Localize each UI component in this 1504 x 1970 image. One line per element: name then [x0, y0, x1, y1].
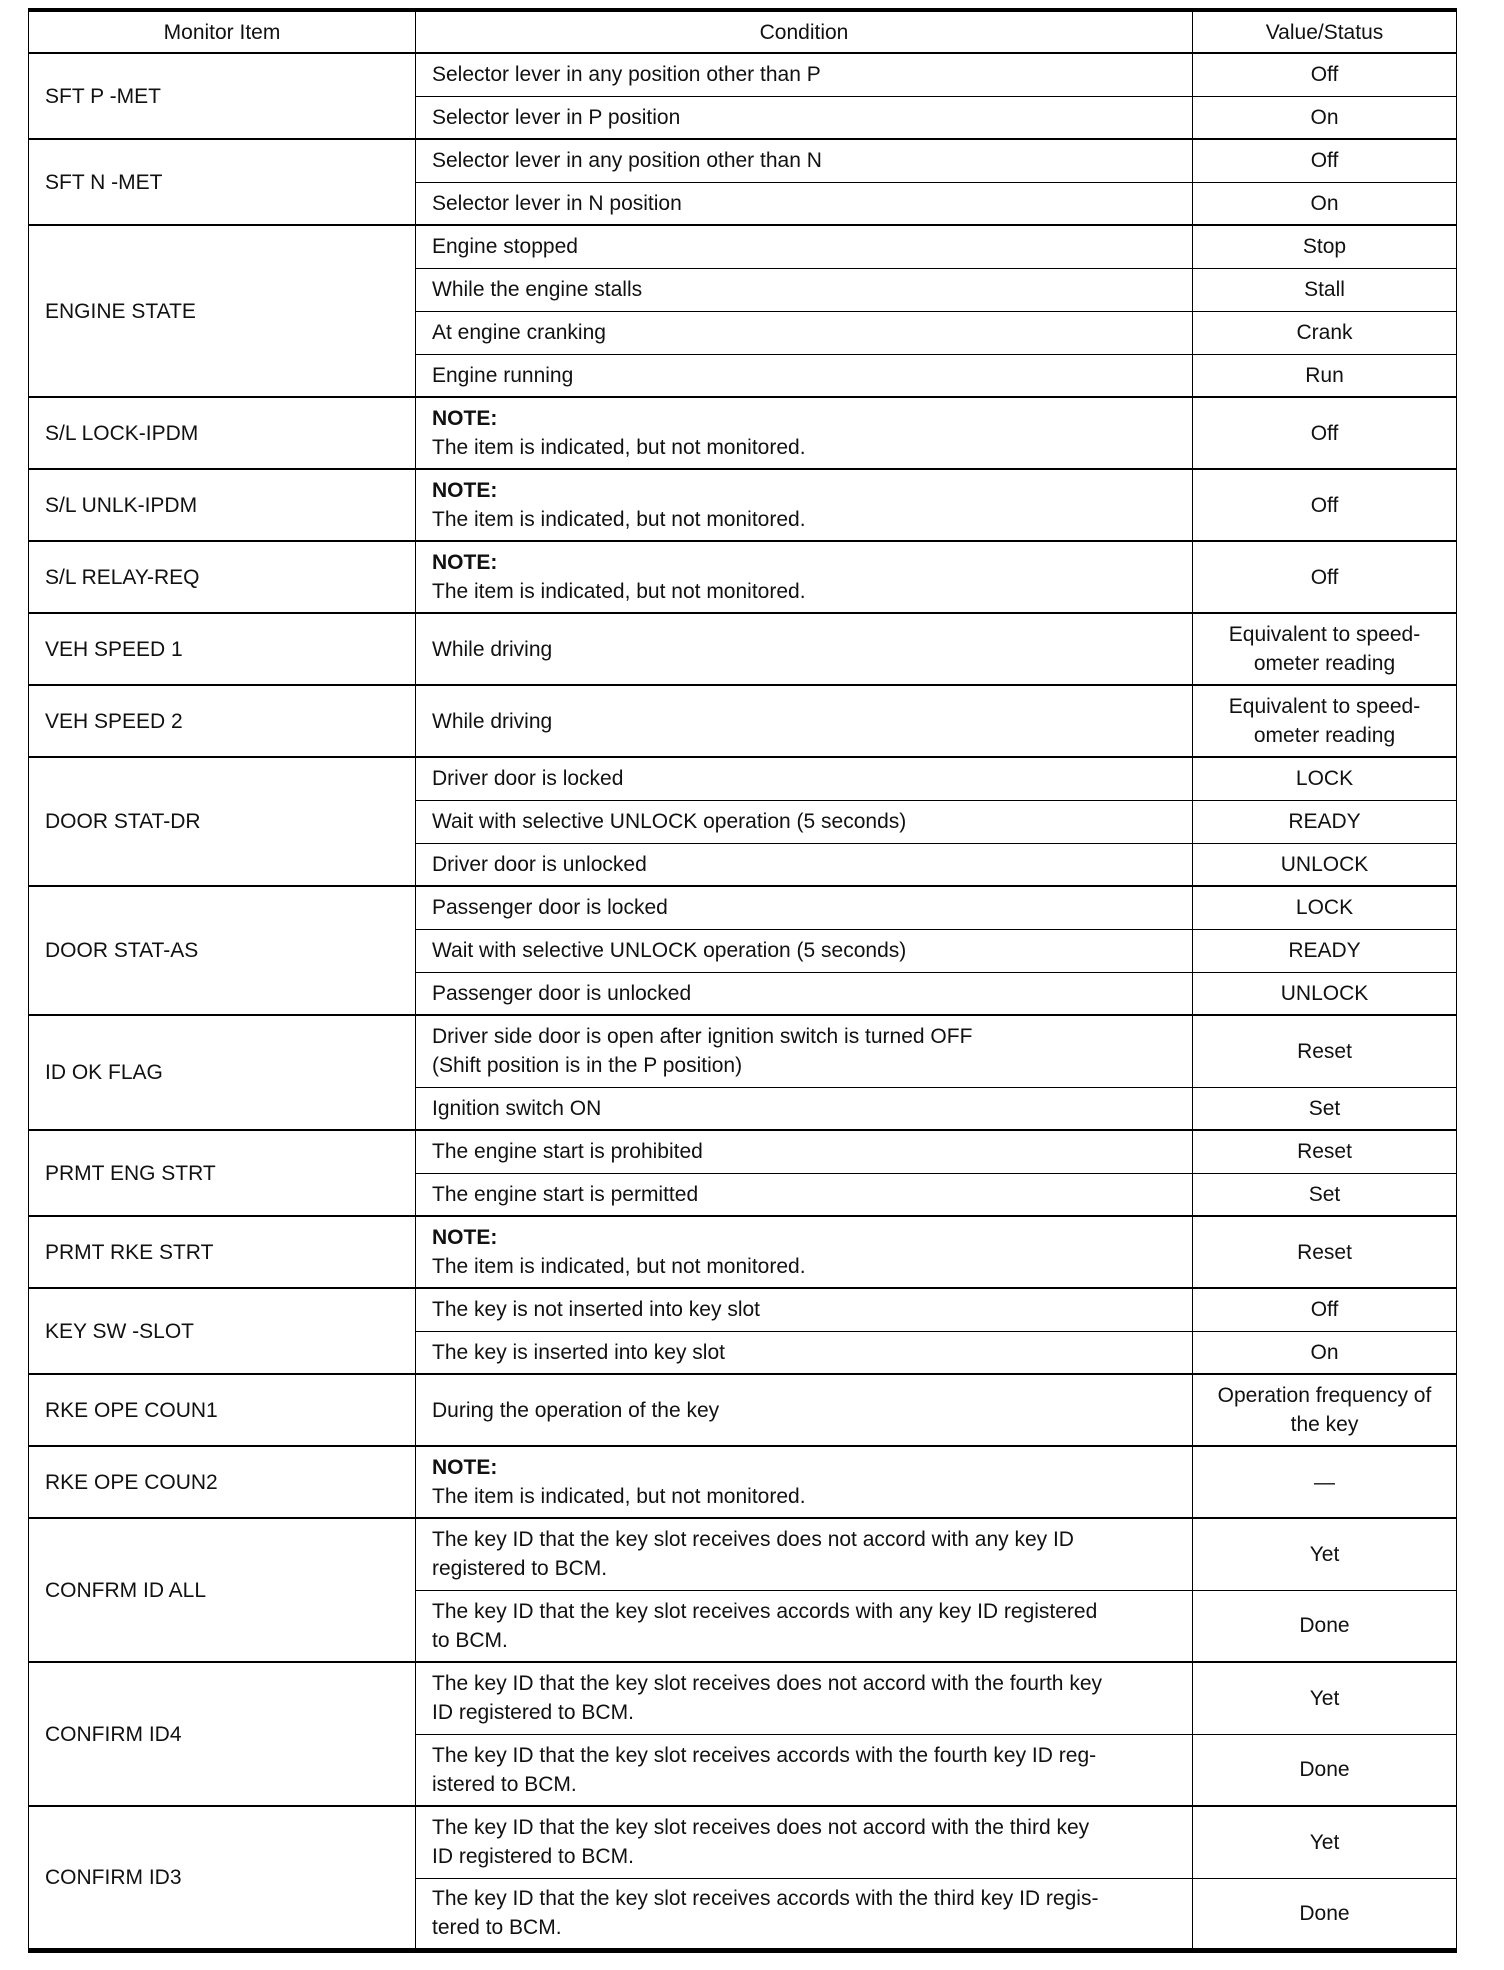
- value-status-text: Crank: [1296, 321, 1353, 344]
- condition-cell: [416, 1662, 1193, 1734]
- condition-text: (Shift position is in the P position): [432, 1054, 743, 1078]
- condition-text: The key ID that the key slot receives accords with the fourth key ID reg-: [432, 1743, 1097, 1767]
- monitor-item-cell: S/L RELAY-REQ: [29, 541, 416, 613]
- value-status-text: Yet: [1309, 1830, 1340, 1854]
- condition-text: At engine cranking: [432, 321, 606, 344]
- table-body: [29, 53, 1457, 1950]
- condition-cell: [416, 1806, 1193, 1878]
- value-status-cell: [1193, 1015, 1457, 1087]
- condition-cell: [416, 1015, 1193, 1087]
- table-row: [29, 469, 1457, 541]
- condition-text: The engine start is prohibited: [432, 1140, 703, 1164]
- condition-cell: [416, 685, 1193, 757]
- condition-cell: [416, 139, 1193, 182]
- condition-text: Selector lever in any position other than P: [432, 63, 821, 87]
- condition-text: Passenger door is unlocked: [432, 981, 692, 1005]
- condition-cell: [416, 1374, 1193, 1446]
- condition-text: The key ID that the key slot receives does not accord with the fourth key: [432, 1672, 1103, 1696]
- table-row: [29, 225, 1457, 268]
- condition-cell: [416, 397, 1193, 469]
- value-status-text: On: [1310, 191, 1339, 215]
- condition-cell: [416, 1878, 1193, 1950]
- value-status-cell: [1193, 757, 1457, 800]
- condition-cell: [416, 1288, 1193, 1331]
- condition-cell: [416, 469, 1193, 541]
- value-status-cell: [1193, 1734, 1457, 1806]
- condition-text: The key ID that the key slot receives does not accord with any key ID: [432, 1528, 1074, 1552]
- value-status-cell: [1193, 541, 1457, 613]
- table-row: [29, 1446, 1457, 1518]
- condition-text: Wait with selective UNLOCK operation (5 seconds): [432, 810, 907, 833]
- note-label: NOTE:: [432, 407, 498, 430]
- header-monitor-item: Monitor Item: [29, 10, 416, 53]
- table-row: [29, 685, 1457, 757]
- value-status-text: Yet: [1309, 1686, 1340, 1710]
- value-status-cell: [1193, 843, 1457, 886]
- monitor-item-cell: ENGINE STATE: [29, 225, 416, 397]
- condition-cell: [416, 757, 1193, 800]
- value-status-cell: [1193, 1806, 1457, 1878]
- value-status-text: Off: [1310, 565, 1339, 589]
- value-status-cell: [1193, 1173, 1457, 1216]
- condition-text: Engine running: [432, 363, 574, 387]
- condition-cell: [416, 886, 1193, 929]
- value-status-cell: [1193, 1288, 1457, 1331]
- condition-text: registered to BCM.: [432, 1557, 608, 1581]
- table-row: [29, 1130, 1457, 1173]
- value-status-text: UNLOCK: [1280, 852, 1369, 876]
- condition-text: The item is indicated, but not monitored.: [432, 580, 806, 603]
- value-status-cell: [1193, 1331, 1457, 1374]
- condition-text: Driver side door is open after ignition switch is turned OFF: [432, 1025, 973, 1049]
- condition-cell: [416, 96, 1193, 139]
- value-status-cell: [1193, 613, 1457, 685]
- condition-cell: [416, 1087, 1193, 1130]
- value-status-text: Off: [1310, 149, 1339, 173]
- monitor-item-cell: DOOR STAT-DR: [29, 757, 416, 886]
- monitor-item-cell: SFT N -MET: [29, 139, 416, 225]
- condition-cell: [416, 1518, 1193, 1590]
- condition-cell: [416, 972, 1193, 1015]
- value-status-text: READY: [1288, 939, 1361, 962]
- value-status-text: Reset: [1297, 1140, 1352, 1164]
- condition-cell: [416, 929, 1193, 972]
- condition-cell: [416, 1130, 1193, 1173]
- value-status-cell: [1193, 929, 1457, 972]
- condition-text: The item is indicated, but not monitored.: [432, 508, 806, 531]
- condition-text: While the engine stalls: [432, 278, 643, 301]
- value-status-text: Done: [1299, 1758, 1350, 1782]
- condition-text: Ignition switch ON: [432, 1096, 602, 1120]
- condition-text: The key ID that the key slot receives does not accord with the third key: [432, 1816, 1090, 1840]
- value-status-text: LOCK: [1295, 896, 1354, 920]
- value-status-cell: [1193, 972, 1457, 1015]
- monitor-item-cell: ID OK FLAG: [29, 1015, 416, 1130]
- condition-text: to BCM.: [432, 1628, 508, 1652]
- value-status-text: On: [1310, 1340, 1339, 1364]
- value-status-text: Off: [1310, 63, 1339, 87]
- condition-cell: [416, 843, 1193, 886]
- table-row: [29, 53, 1457, 96]
- condition-cell: [416, 182, 1193, 225]
- value-status-cell: [1193, 354, 1457, 397]
- condition-text: ID registered to BCM.: [432, 1701, 634, 1725]
- monitor-item-table: [28, 8, 1457, 1953]
- value-status-text: Stall: [1304, 278, 1345, 301]
- condition-cell: [416, 1173, 1193, 1216]
- monitor-item-cell: CONFIRM ID3: [29, 1806, 416, 1950]
- condition-text: Driver door is locked: [432, 767, 624, 791]
- value-status-cell: [1193, 1446, 1457, 1518]
- condition-text: Selector lever in N position: [432, 191, 682, 215]
- monitor-item-cell: VEH SPEED 1: [29, 613, 416, 685]
- condition-text: Selector lever in P position: [432, 105, 681, 129]
- value-status-cell: [1193, 1087, 1457, 1130]
- condition-cell: [416, 53, 1193, 96]
- value-status-text: Off: [1310, 1298, 1339, 1322]
- value-status-cell: [1193, 1878, 1457, 1950]
- condition-text: tered to BCM.: [432, 1916, 562, 1939]
- value-status-text: LOCK: [1295, 767, 1354, 791]
- table-row: [29, 613, 1457, 685]
- value-status-cell: [1193, 886, 1457, 929]
- value-status-cell: [1193, 469, 1457, 541]
- value-status-cell: [1193, 53, 1457, 96]
- condition-cell: [416, 1734, 1193, 1806]
- condition-text: Passenger door is locked: [432, 896, 668, 920]
- value-status-text: Reset: [1297, 1240, 1352, 1264]
- table-row: [29, 1806, 1457, 1878]
- condition-text: The key is not inserted into key slot: [432, 1298, 760, 1322]
- value-status-text: ometer reading: [1253, 724, 1396, 747]
- condition-cell: [416, 311, 1193, 354]
- value-status-cell: [1193, 1216, 1457, 1288]
- value-status-text: ometer reading: [1253, 652, 1396, 675]
- value-status-cell: [1193, 685, 1457, 757]
- note-label: NOTE:: [432, 551, 498, 574]
- condition-text: During the operation of the key: [432, 1398, 720, 1422]
- note-label: NOTE:: [432, 1456, 498, 1479]
- condition-text: istered to BCM.: [432, 1772, 577, 1796]
- monitor-item-cell: KEY SW -SLOT: [29, 1288, 416, 1374]
- condition-text: The key ID that the key slot receives accords with the third key ID regis-: [432, 1887, 1099, 1910]
- value-status-text: Done: [1299, 1901, 1350, 1925]
- table-row: [29, 757, 1457, 800]
- value-status-cell: [1193, 268, 1457, 311]
- value-status-text: the key: [1290, 1413, 1359, 1436]
- condition-cell: [416, 1446, 1193, 1518]
- condition-text: ID registered to BCM.: [432, 1845, 634, 1869]
- table-row: [29, 1374, 1457, 1446]
- condition-cell: [416, 613, 1193, 685]
- value-status-text: Yet: [1309, 1542, 1340, 1566]
- value-status-text: On: [1310, 105, 1339, 129]
- condition-cell: [416, 225, 1193, 268]
- value-status-text: Done: [1299, 1614, 1350, 1638]
- value-status-text: UNLOCK: [1280, 981, 1369, 1005]
- header-row: [29, 10, 1457, 53]
- condition-text: Driver door is unlocked: [432, 852, 647, 876]
- monitor-item-cell: CONFIRM ID4: [29, 1662, 416, 1806]
- value-status-cell: [1193, 397, 1457, 469]
- value-status-cell: [1193, 182, 1457, 225]
- condition-text: The item is indicated, but not monitored.: [432, 1255, 806, 1278]
- condition-text: Wait with selective UNLOCK operation (5 seconds): [432, 939, 907, 962]
- value-status-text: Set: [1308, 1182, 1341, 1206]
- header-value-status: Value/Status: [1193, 10, 1457, 53]
- value-status-text: Equivalent to speed-: [1228, 695, 1421, 718]
- value-status-cell: [1193, 1590, 1457, 1662]
- value-status-cell: [1193, 1130, 1457, 1173]
- condition-text: The item is indicated, but not monitored.: [432, 436, 806, 459]
- condition-text: While driving: [432, 709, 553, 733]
- monitor-item-cell: S/L UNLK-IPDM: [29, 469, 416, 541]
- value-status-text: Run: [1305, 363, 1344, 387]
- monitor-item-cell: RKE OPE COUN1: [29, 1374, 416, 1446]
- monitor-item-cell: S/L LOCK-IPDM: [29, 397, 416, 469]
- value-status-text: READY: [1288, 810, 1361, 833]
- value-status-text: Operation frequency of: [1217, 1384, 1432, 1407]
- note-label: NOTE:: [432, 1226, 498, 1249]
- value-status-cell: [1193, 96, 1457, 139]
- table-row: [29, 139, 1457, 182]
- monitor-item-cell: PRMT RKE STRT: [29, 1216, 416, 1288]
- value-status-cell: [1193, 311, 1457, 354]
- value-status-text: Off: [1310, 493, 1339, 517]
- monitor-item-cell: VEH SPEED 2: [29, 685, 416, 757]
- value-status-cell: [1193, 1662, 1457, 1734]
- condition-cell: [416, 541, 1193, 613]
- condition-text: Engine stopped: [432, 235, 578, 259]
- table-row: [29, 1288, 1457, 1331]
- note-label: NOTE:: [432, 479, 498, 502]
- value-status-cell: [1193, 139, 1457, 182]
- table-row: [29, 397, 1457, 469]
- condition-text: While driving: [432, 637, 553, 661]
- monitor-item-cell: DOOR STAT-AS: [29, 886, 416, 1015]
- condition-text: The key is inserted into key slot: [432, 1340, 725, 1364]
- value-status-cell: [1193, 1518, 1457, 1590]
- table-row: [29, 1662, 1457, 1734]
- condition-cell: [416, 268, 1193, 311]
- monitor-item-cell: RKE OPE COUN2: [29, 1446, 416, 1518]
- monitor-item-cell: CONFRM ID ALL: [29, 1518, 416, 1662]
- value-status-text: Equivalent to speed-: [1228, 623, 1421, 646]
- condition-cell: [416, 1216, 1193, 1288]
- condition-text: The engine start is permitted: [432, 1182, 699, 1206]
- condition-cell: [416, 354, 1193, 397]
- table-row: [29, 1518, 1457, 1590]
- condition-text: The key ID that the key slot receives accords with any key ID registered: [432, 1599, 1098, 1623]
- table-row: [29, 1216, 1457, 1288]
- condition-text: The item is indicated, but not monitored.: [432, 1485, 806, 1508]
- value-status-text: Reset: [1297, 1039, 1352, 1063]
- value-status-text: Off: [1310, 421, 1339, 445]
- condition-cell: [416, 1331, 1193, 1374]
- condition-cell: [416, 800, 1193, 843]
- value-status-text: Stop: [1302, 235, 1347, 259]
- monitor-item-cell: SFT P -MET: [29, 53, 416, 139]
- header-condition: Condition: [416, 10, 1193, 53]
- table-row: [29, 541, 1457, 613]
- value-status-cell: [1193, 800, 1457, 843]
- monitor-item-cell: PRMT ENG STRT: [29, 1130, 416, 1216]
- value-status-cell: [1193, 225, 1457, 268]
- table-row: [29, 1015, 1457, 1087]
- condition-cell: [416, 1590, 1193, 1662]
- value-status-cell: [1193, 1374, 1457, 1446]
- value-status-text: Set: [1308, 1096, 1341, 1120]
- table-row: [29, 886, 1457, 929]
- condition-text: Selector lever in any position other than N: [432, 149, 822, 173]
- value-status-text: —: [1314, 1470, 1335, 1494]
